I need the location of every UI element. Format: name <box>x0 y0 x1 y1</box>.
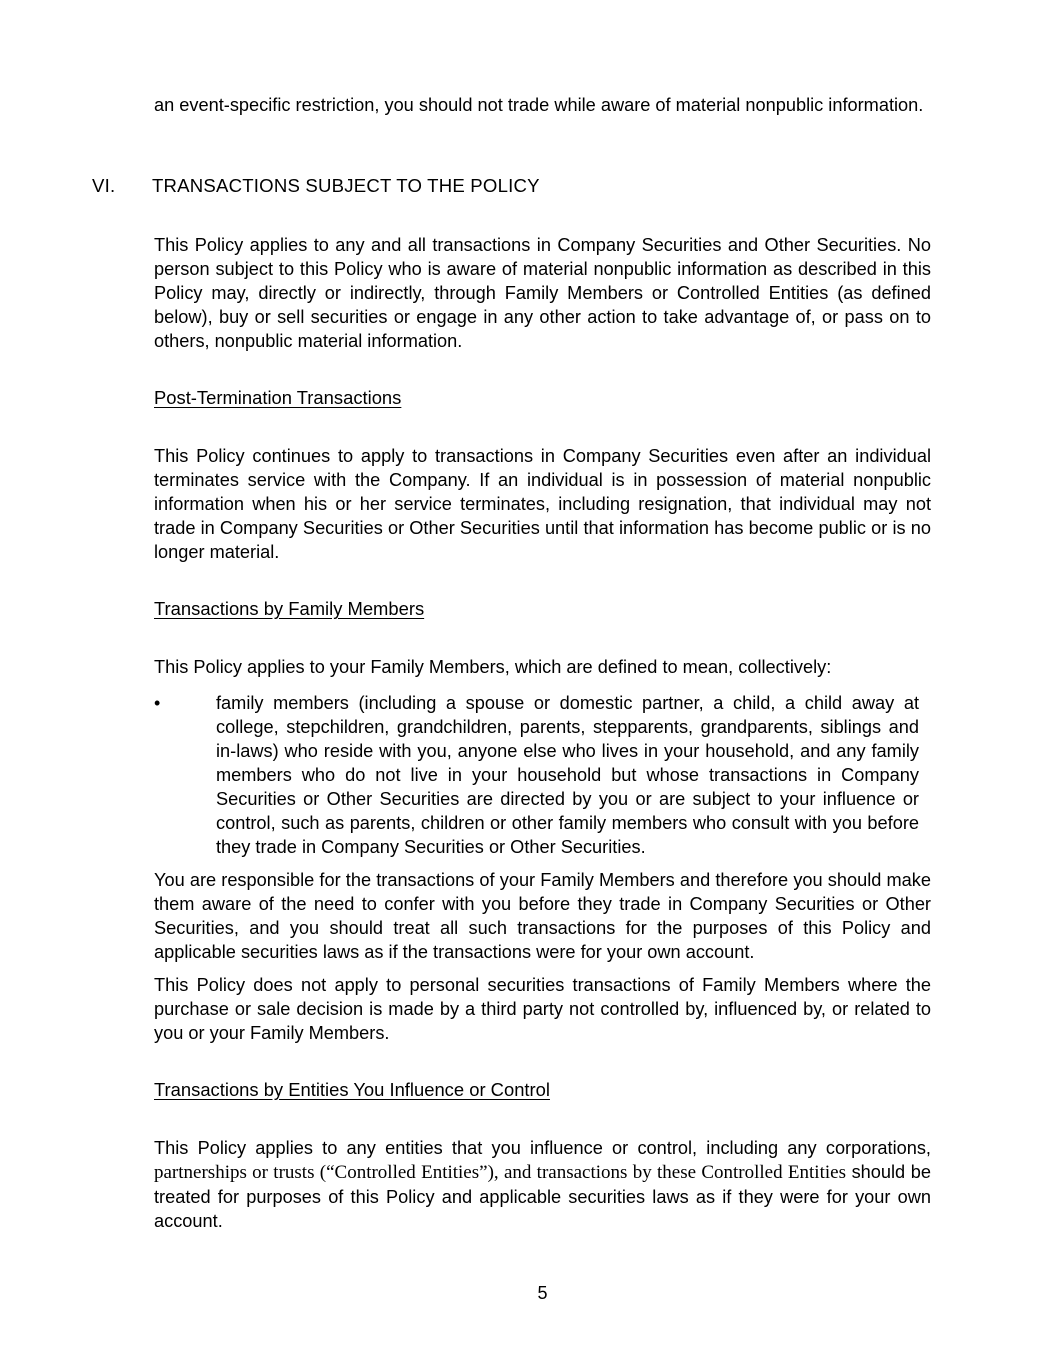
entities-paragraph <box>154 1136 931 1233</box>
post-termination-paragraph: This Policy continues to apply to transactions in Company Securities even after an individual terminates service with the Company. If an individual is in possession of material nonpublic information when his or her service terminates, including resignation, that individual may not trade in Company Securities or Other Securities until that information has become public or is no longer material. <box>154 446 931 562</box>
list-item <box>154 691 919 859</box>
entities-text-part3: should be treated for purposes of this Policy and applicable securities laws as if they were for your own account. <box>154 1162 931 1231</box>
entities-text-part2: partnerships or trusts (“Controlled Entities”), and transactions by these Controlled Entities <box>154 1162 846 1183</box>
section-heading <box>92 174 540 198</box>
family-members-intro: This Policy applies to your Family Members, which are defined to mean, collectively: <box>154 657 832 677</box>
family-members-list <box>154 691 919 859</box>
page-number: 5 <box>537 1283 548 1303</box>
entities-heading: Transactions by Entities You Influence or Control <box>154 1079 550 1100</box>
entities-text-part1: This Policy applies to any entities that you influence or control, including any corporations, <box>154 1138 931 1158</box>
continuation-paragraph: an event-specific restriction, you should not trade while aware of material nonpublic information. <box>154 95 924 115</box>
section-intro-paragraph: This Policy applies to any and all transactions in Company Securities and Other Securities. No person subject to this Policy who is aware of material nonpublic information as described in this Policy may, directly or indirectly, through Family Members or Controlled Entities (as defined below), buy or sell securities or engage in any other action to take advantage of, or pass on to others, nonpublic material information. <box>154 235 931 351</box>
post-termination-heading: Post-Termination Transactions <box>154 387 402 408</box>
family-responsibility-paragraph: You are responsible for the transactions of your Family Members and therefore you should make them aware of the need to confer with you before they trade in Company Securities or Other Securities, and you should treat all such transactions for the purposes of this Policy and applicable securities laws as if the transactions were for your own account. <box>154 870 931 962</box>
family-exception-paragraph: This Policy does not apply to personal securities transactions of Family Members where the purchase or sale decision is made by a third party not controlled by, influenced by, or related to you or your Family Members. <box>154 975 931 1043</box>
list-item-text: family members (including a spouse or domestic partner, a child, a child away at college, stepchildren, grandchildren, parents, stepparents, grandparents, siblings and in-laws) who reside with you, anyone else who lives in your household, and any family members who do not live in your household but whose transactions in Company Securities or Other Securities are directed by you or are subject to your influence or control, such as parents, children or other family members who consult with you before they trade in Company Securities or Other Securities. <box>216 693 919 857</box>
family-members-heading: Transactions by Family Members <box>154 598 425 619</box>
section-title: TRANSACTIONS SUBJECT TO THE POLICY <box>152 175 540 196</box>
bullet-icon: • <box>154 693 161 713</box>
section-number: VI. <box>92 175 116 196</box>
